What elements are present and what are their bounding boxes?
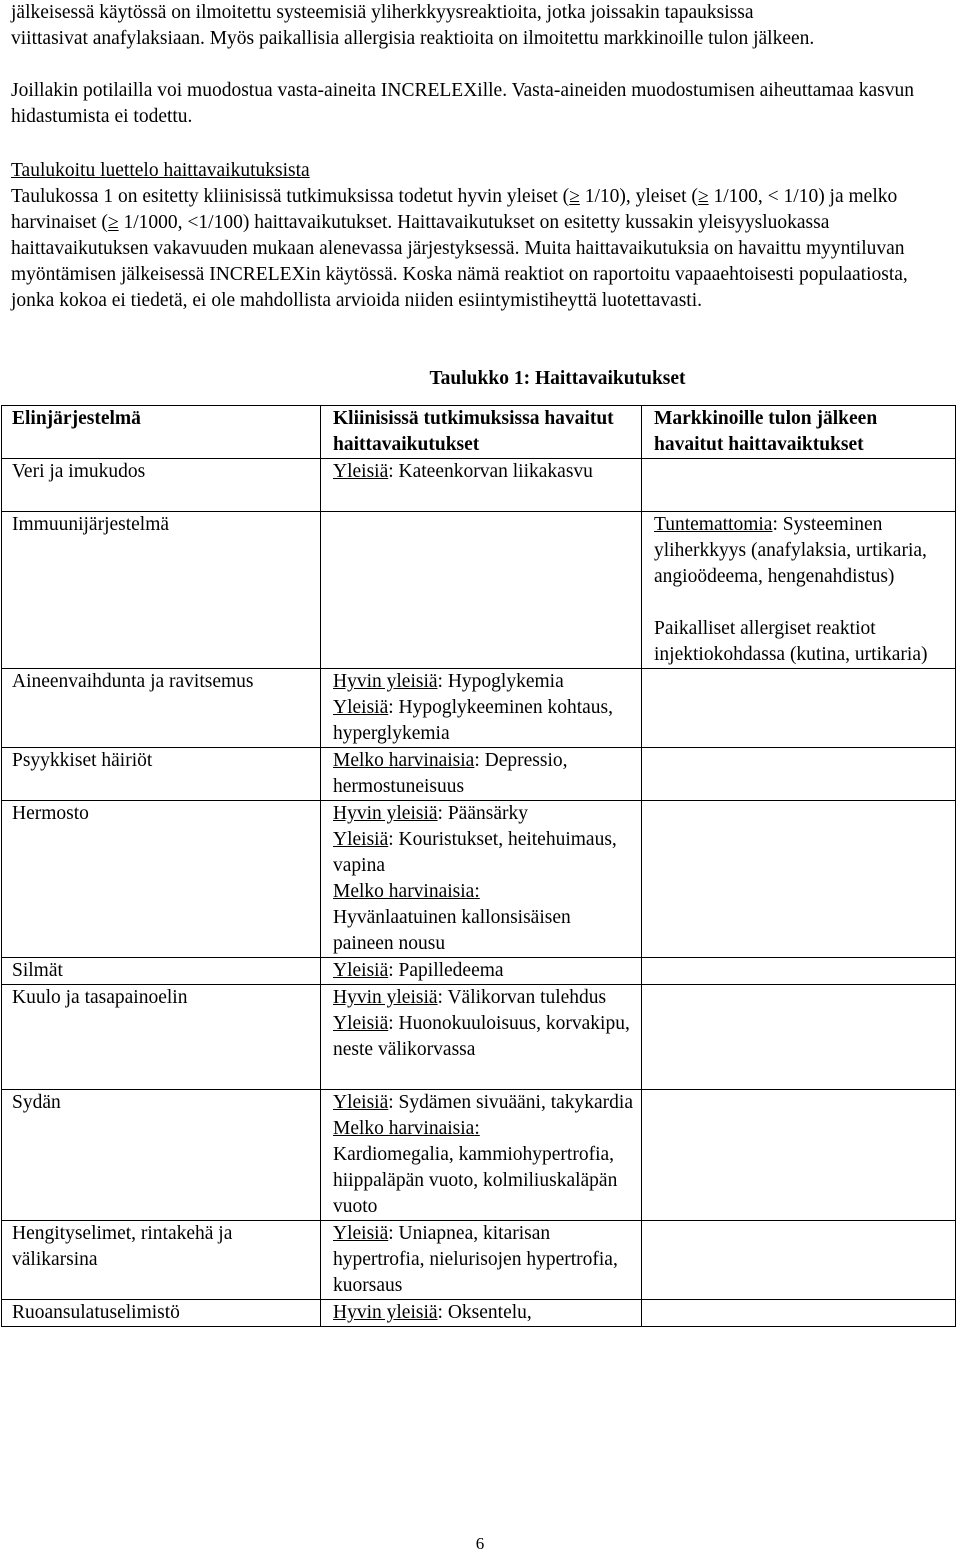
section-text-2: 1/10), yleiset ( [579, 186, 698, 207]
postmarketing-cell [642, 1090, 956, 1221]
clinical-cell [321, 801, 642, 958]
organ-cell: Immuunijärjestelmä [2, 512, 321, 669]
organ-cell: Aineenvaihdunta ja ravitsemus [2, 669, 321, 748]
effect-text: : Hypoglykeeminen kohtaus, hyperglykemia [333, 697, 613, 744]
freq-label: Hyvin yleisiä [333, 803, 438, 824]
intro-paragraph [11, 0, 951, 52]
clinical-cell [321, 459, 642, 512]
table-row [2, 748, 956, 801]
table-row [2, 669, 956, 748]
effect-text: Paikalliset allergiset reaktiot injektiokohdassa (kutina, urtikaria) [654, 618, 928, 665]
table-header-row [2, 406, 956, 459]
freq-label: Hyvin yleisiä [333, 1302, 438, 1323]
freq-label: Yleisiä [333, 461, 389, 482]
ge-symbol: ≥ [697, 186, 709, 207]
freq-colon: : [474, 1118, 480, 1139]
clinical-cell [321, 958, 642, 985]
effect-text: : Kouristukset, heitehuimaus, vapina [333, 829, 617, 876]
freq-label: Yleisiä [333, 1013, 389, 1034]
freq-label: Tuntemattomia [654, 514, 773, 535]
organ-cell: Silmät [2, 958, 321, 985]
freq-label: Hyvin yleisiä [333, 987, 438, 1008]
organ-cell: Hengityselimet, rintakehä ja välikarsina [2, 1221, 321, 1300]
clinical-cell [321, 1300, 642, 1327]
section-heading: Taulukoitu luettelo haittavaikutuksista [11, 160, 310, 181]
effect-text: : Uniapnea, kitarisan hypertrofia, nielurisojen hypertrofia, kuorsaus [333, 1223, 618, 1296]
freq-label: Melko harvinaisia [333, 1118, 475, 1139]
table-row [2, 512, 956, 669]
effect-text: : Päänsärky [437, 803, 528, 824]
effect-text: Hyvänlaatuinen kallonsisäisen paineen nousu [333, 907, 571, 954]
effect-text: : Hypoglykemia [437, 671, 564, 692]
freq-label: Yleisiä [333, 829, 389, 850]
section-paragraph [11, 158, 951, 314]
organ-cell: Psyykkiset häiriöt [2, 748, 321, 801]
intro-line-2: viittasivat anafylaksiaan. Myös paikallisia allergisia reaktioita on ilmoitettu markkinoille tulon jälkeen. [11, 28, 815, 49]
table-caption: Taulukko 1: Haittavaikutukset [429, 368, 686, 389]
effect-text: : Sydämen sivuääni, takykardia [388, 1092, 634, 1113]
effect-text: : Kateenkorvan liikakasvu [388, 461, 593, 482]
organ-cell: Sydän [2, 1090, 321, 1221]
table-row [2, 985, 956, 1090]
freq-label: Melko harvinaisia [333, 881, 475, 902]
ge-symbol: ≥ [107, 212, 119, 233]
page-number: 6 [475, 1534, 485, 1553]
freq-label: Yleisiä [333, 697, 389, 718]
section-text-4: 1/1000, <1/100) haittavaikutukset. Haittavaikutukset on esitetty kussakin yleisyysluokassa haittavaikutuksen vakavuuden mukaan alenevassa järjestyksessä. Muita haittavaikutuksia on havaittu myyntiluvan myöntämisen jälkeisessä INCRELEXin käytössä. Koska nämä reaktiot on raportoitu vapaaehtoisesti populaatiosta, jonka kokoa ei tiedetä, ei ole mahdollista arvioida niiden esiintymistiheyttä luotettavasti. [11, 212, 908, 311]
clinical-cell [321, 985, 642, 1090]
table-row [2, 801, 956, 958]
table-row [2, 958, 956, 985]
section-text-3: 1/100, < 1/10) ja melko harvinaiset ( [11, 186, 898, 233]
organ-cell: Hermosto [2, 801, 321, 958]
header-organ-system: Elinjärjestelmä [2, 406, 321, 459]
header-clinical-trials: Kliinisissä tutkimuksissa havaitut haittavaikutukset [321, 406, 642, 459]
organ-cell: Ruoansulatuselimistö [2, 1300, 321, 1327]
clinical-cell [321, 669, 642, 748]
freq-label: Yleisiä [333, 1223, 389, 1244]
freq-label: Yleisiä [333, 960, 389, 981]
organ-cell: Kuulo ja tasapainoelin [2, 985, 321, 1090]
effect-text: : Huonokuuloisuus, korvakipu, neste välikorvassa [333, 1013, 630, 1060]
intro-line-1: jälkeisessä käytössä on ilmoitettu systeemisiä yliherkkyysreaktioita, jotka joissakin tapauksissa [11, 2, 754, 23]
clinical-cell [321, 1221, 642, 1300]
freq-label: Hyvin yleisiä [333, 671, 438, 692]
effect-text: : Papilledeema [388, 960, 504, 981]
postmarketing-cell [642, 669, 956, 748]
postmarketing-cell [642, 512, 956, 669]
effect-text: : Depressio, hermostuneisuus [333, 750, 568, 797]
table-row [2, 1221, 956, 1300]
organ-cell: Veri ja imukudos [2, 459, 321, 512]
postmarketing-cell [642, 1221, 956, 1300]
antibody-paragraph: Joillakin potilailla voi muodostua vasta-aineita INCRELEXille. Vasta-aineiden muodostumisen aiheuttamaa kasvun hidastumista ei todettu. [11, 80, 914, 127]
freq-colon: : [474, 881, 480, 902]
table-row [2, 459, 956, 512]
effect-text: Kardiomegalia, kammiohypertrofia, hiippaläpän vuoto, kolmiliuskaläpän vuoto [333, 1144, 618, 1217]
postmarketing-cell [642, 459, 956, 512]
postmarketing-cell [642, 985, 956, 1090]
postmarketing-cell [642, 958, 956, 985]
clinical-cell [321, 1090, 642, 1221]
section-text-1: Taulukossa 1 on esitetty kliinisissä tutkimuksissa todetut hyvin yleiset ( [11, 186, 570, 207]
clinical-cell [321, 512, 642, 669]
freq-label: Yleisiä [333, 1092, 389, 1113]
clinical-cell [321, 748, 642, 801]
effect-text: : Oksentelu, [437, 1302, 532, 1323]
table-row [2, 1300, 956, 1327]
postmarketing-cell [642, 748, 956, 801]
ge-symbol: ≥ [569, 186, 580, 207]
header-post-marketing: Markkinoille tulon jälkeen havaitut haittavaiktukset [642, 406, 956, 459]
freq-label: Melko harvinaisia [333, 750, 475, 771]
table-row [2, 1090, 956, 1221]
postmarketing-cell [642, 801, 956, 958]
effect-text: : Välikorvan tulehdus [437, 987, 607, 1008]
effect-text: : Systeeminen yliherkkyys (anafylaksia, urtikaria, angioödeema, hengenahdistus) [654, 514, 927, 587]
postmarketing-cell [642, 1300, 956, 1327]
adverse-effects-table [1, 405, 956, 1327]
